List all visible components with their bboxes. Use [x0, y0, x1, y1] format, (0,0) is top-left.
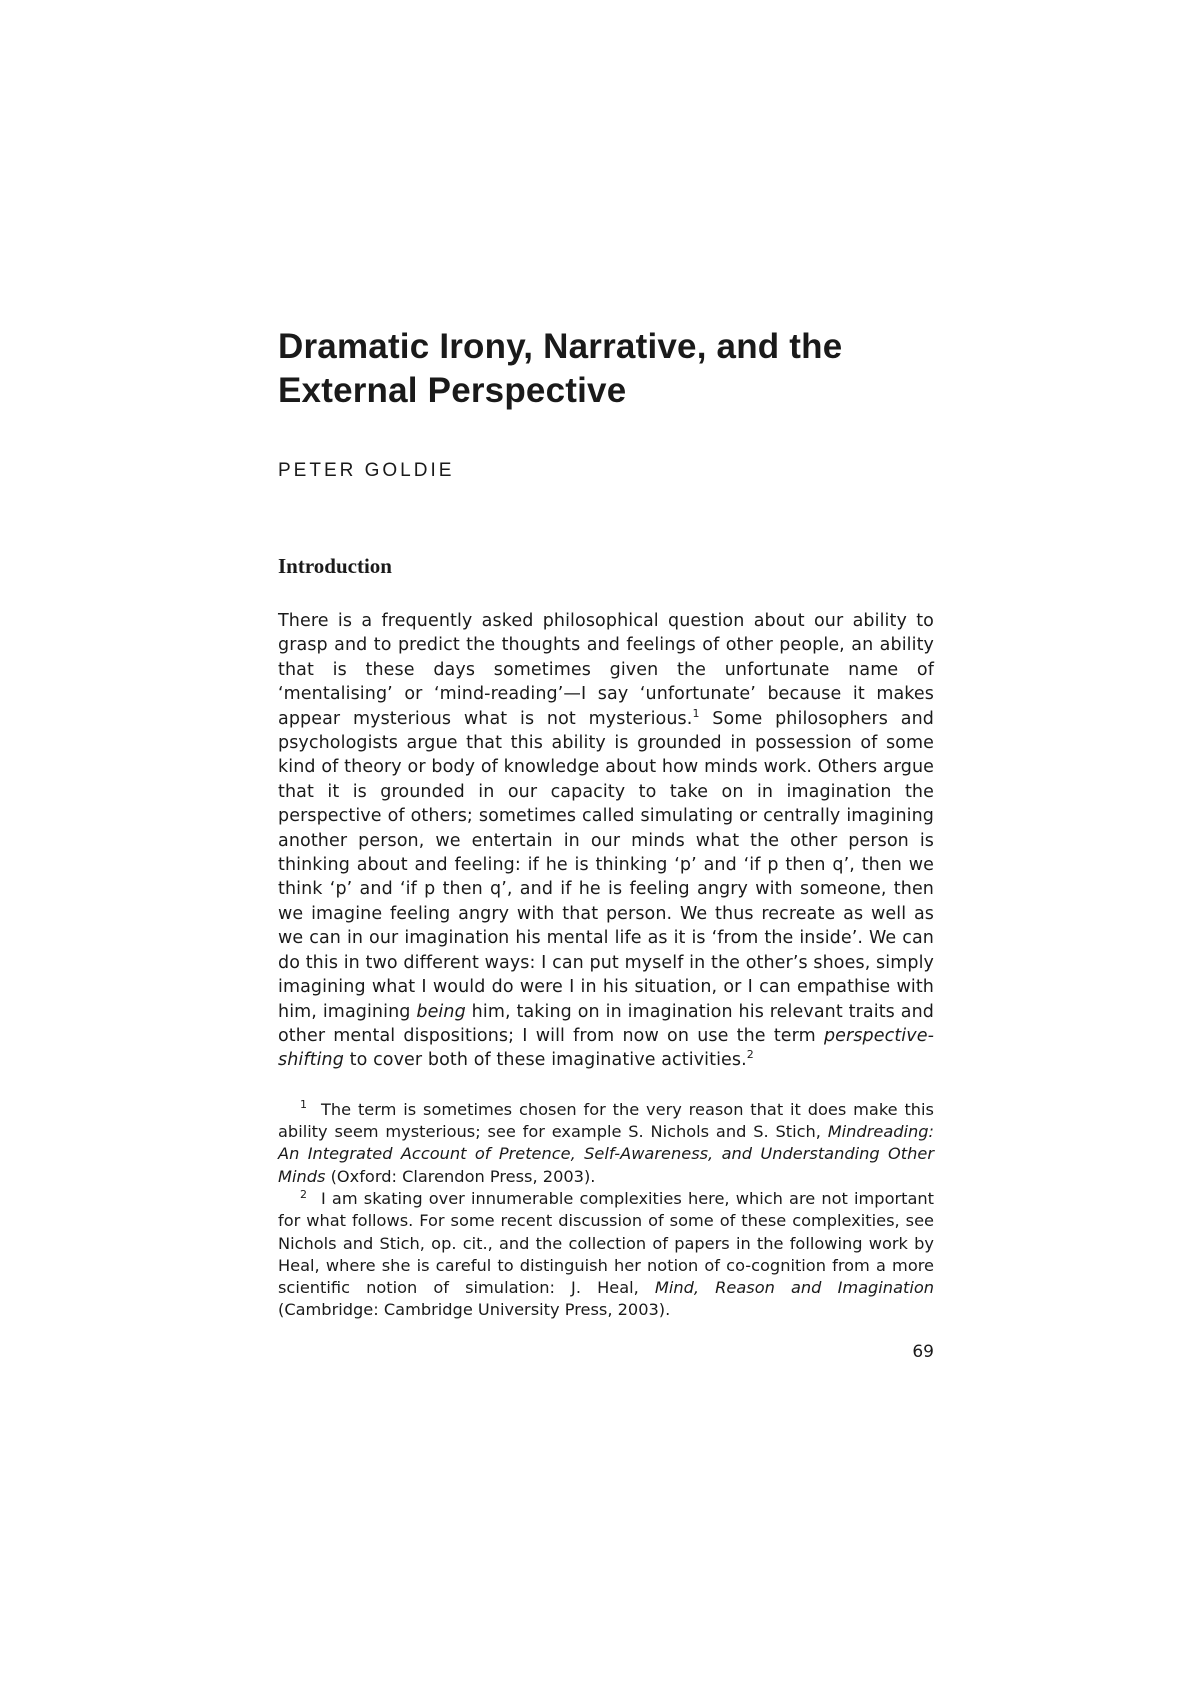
body-text-1: There is a frequently asked philosophical question about our ability to grasp and to predict the thoughts and feelings of other people, an ability that is these days sometimes given the unfortunate name of ‘mentalising’ or ‘mind-reading’—I say ‘unfortunate’ because it makes appear mysterious what is not mysterious.: [278, 611, 934, 729]
body-text-2: Some philosophers and psychologists argue that this ability is grounded in possession of some kind of theory or body of knowledge about how minds work. Others argue that it is grounded in our capacity to take on in imagination the perspective of others; sometimes called simulating or centrally imagining another person, we entertain in our minds what the other person is thinking about and feeling: if he is thinking ‘p’ and ‘if p then q’, then we think ‘p’ and ‘if p then q’, and if he is feeling angry with someone, then we imagine feeling angry with that person. We thus recreate as well as we can in our imagination his mental life as it is ‘from the inside’. We can do this in two different ways: I can put myself in the other’s shoes, simply imagining what I would do were I in his situation, or I can empathise with him, imagining: [278, 708, 934, 1022]
page-content: [278, 325, 934, 1362]
footnote-1-end: (Oxford: Clarendon Press, 2003).: [325, 1166, 596, 1186]
footnote-1-text: The term is sometimes chosen for the very reason that it does make this ability seem mysterious; see for example S. Nichols and S. Stich,: [278, 1099, 934, 1142]
body-text-3: him, taking on in imagination his relevant traits and other mental dispositions; I will from now on use the term: [278, 1001, 934, 1046]
footnote-2-end: (Cambridge: Cambridge University Press, 2003).: [278, 1300, 671, 1320]
footnote-1-title: Mindreading: An Integrated Account of Pretence, Self-Awareness, and Understanding Other Minds: [278, 1122, 934, 1186]
author-name: PETER GOLDIE: [278, 460, 455, 481]
footnote-ref-1: 1: [692, 706, 700, 720]
page-number: 69: [912, 1341, 934, 1362]
section-heading: Introduction: [278, 554, 392, 578]
body-emphasis-being: being: [416, 1001, 466, 1022]
body-paragraph: [278, 609, 934, 1073]
title-line-2: External Perspective: [278, 371, 627, 410]
footnote-2-mark: 2: [300, 1187, 307, 1201]
footnote-2-title: Mind, Reason and Imagination: [654, 1278, 934, 1298]
title-line-1: Dramatic Irony, Narrative, and the: [278, 327, 843, 366]
footnote-2-text: I am skating over innumerable complexities here, which are not important for what follows. For some recent discussion of some of these complexities, see Nichols and Stich, op. cit., and the collection of papers in the following work by Heal, where she is careful to distinguish her notion of co-cognition from a more scientific notion of simulation: J. Heal,: [278, 1188, 934, 1298]
article-title: [278, 325, 934, 413]
footnote-1: [278, 1099, 934, 1188]
body-text-4: to cover both of these imaginative activities.: [343, 1050, 747, 1071]
footnotes: [278, 1099, 934, 1322]
footnote-1-mark: 1: [300, 1098, 307, 1112]
body-emphasis-perspective-shifting: perspective-shifting: [278, 1025, 934, 1071]
footnote-ref-2: 2: [746, 1048, 754, 1062]
footnote-2: [278, 1188, 934, 1322]
